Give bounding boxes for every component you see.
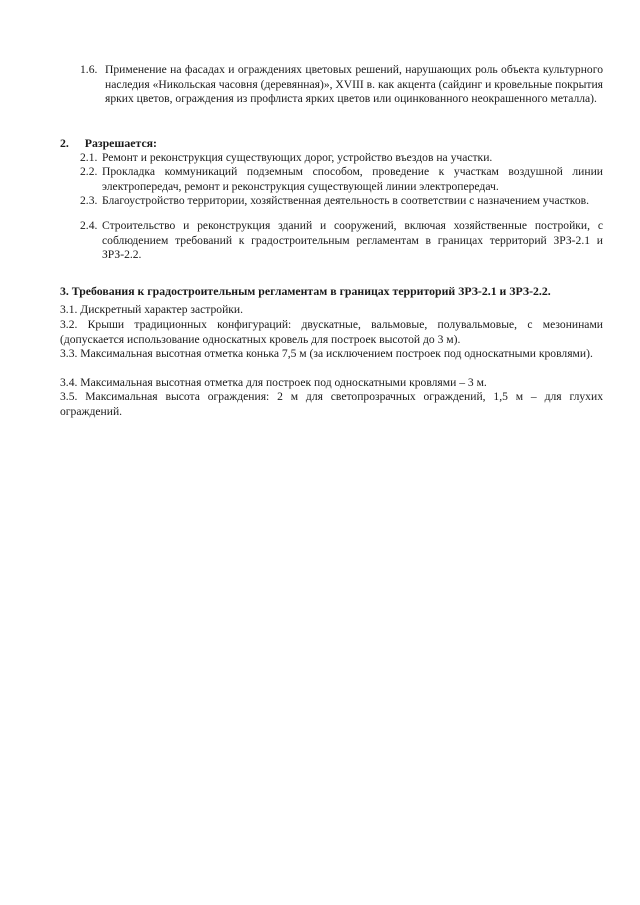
section-2-heading: [60, 136, 157, 151]
list-item-2-1: [80, 151, 603, 166]
section-title: Разрешается:: [84, 136, 157, 150]
item-text: Благоустройство территории, хозяйственная деятельность в соответствии с назначением участков.: [102, 194, 590, 207]
item-text: Применение на фасадах и ограждениях цветовых решений, нарушающих роль объекта культурного наследия «Никольская часовня (деревянная)», XVIII в. как акцента (сайдинг и кровельные покрытия ярких цветов, ограждения из профлиста ярких цветов или оцинкованного неокрашенного металла).: [105, 63, 603, 106]
list-item-2-2: [80, 165, 603, 194]
item-number: 2.1.: [80, 151, 98, 164]
item-number: 1.6.: [80, 63, 98, 76]
item-text: Прокладка коммуникаций подземным способом, проведение к участкам воздушной линии электропередач, ремонт и реконструкция существующей линии электропередач.: [102, 165, 603, 193]
item-number: 2.4.: [80, 219, 98, 232]
paragraph-3-5: 3.5. Максимальная высота ограждения: 2 м для светопрозрачных ограждений, 1,5 м – для глухих ограждений.: [60, 390, 603, 418]
item-text: Строительство и реконструкция зданий и сооружений, включая хозяйственные постройки, с соблюдением требований к градостроительным регламентам в границах территорий ЗРЗ-2.1 и ЗРЗ-2.2.: [102, 219, 603, 262]
item-number: 2.3.: [80, 194, 98, 207]
list-item-1-6: [80, 63, 603, 107]
paragraph-3-1: 3.1. Дискретный характер застройки.: [60, 303, 244, 316]
list-item-2-4: [80, 219, 603, 263]
paragraph-3-3: 3.3. Максимальная высотная отметка конька 7,5 м (за исключением построек под односкатными кровлями).: [60, 347, 593, 360]
paragraph-3-4: 3.4. Максимальная высотная отметка для построек под односкатными кровлями – 3 м.: [60, 376, 487, 389]
item-text: Ремонт и реконструкция существующих дорог, устройство въездов на участки.: [102, 151, 493, 164]
item-number: 2.2.: [80, 165, 98, 178]
paragraph-3-2: 3.2. Крыши традиционных конфигураций: двускатные, вальмовые, полувальмовые, с мезонинами (допускается использование односкатных кровель для построек высотой до 3 м).: [60, 318, 603, 346]
section-3-heading: 3. Требования к градостроительным регламентам в границах территорий ЗРЗ-2.1 и ЗРЗ-2.2.: [60, 284, 551, 298]
list-item-2-3: [80, 194, 603, 209]
section-number: 2.: [60, 136, 69, 150]
